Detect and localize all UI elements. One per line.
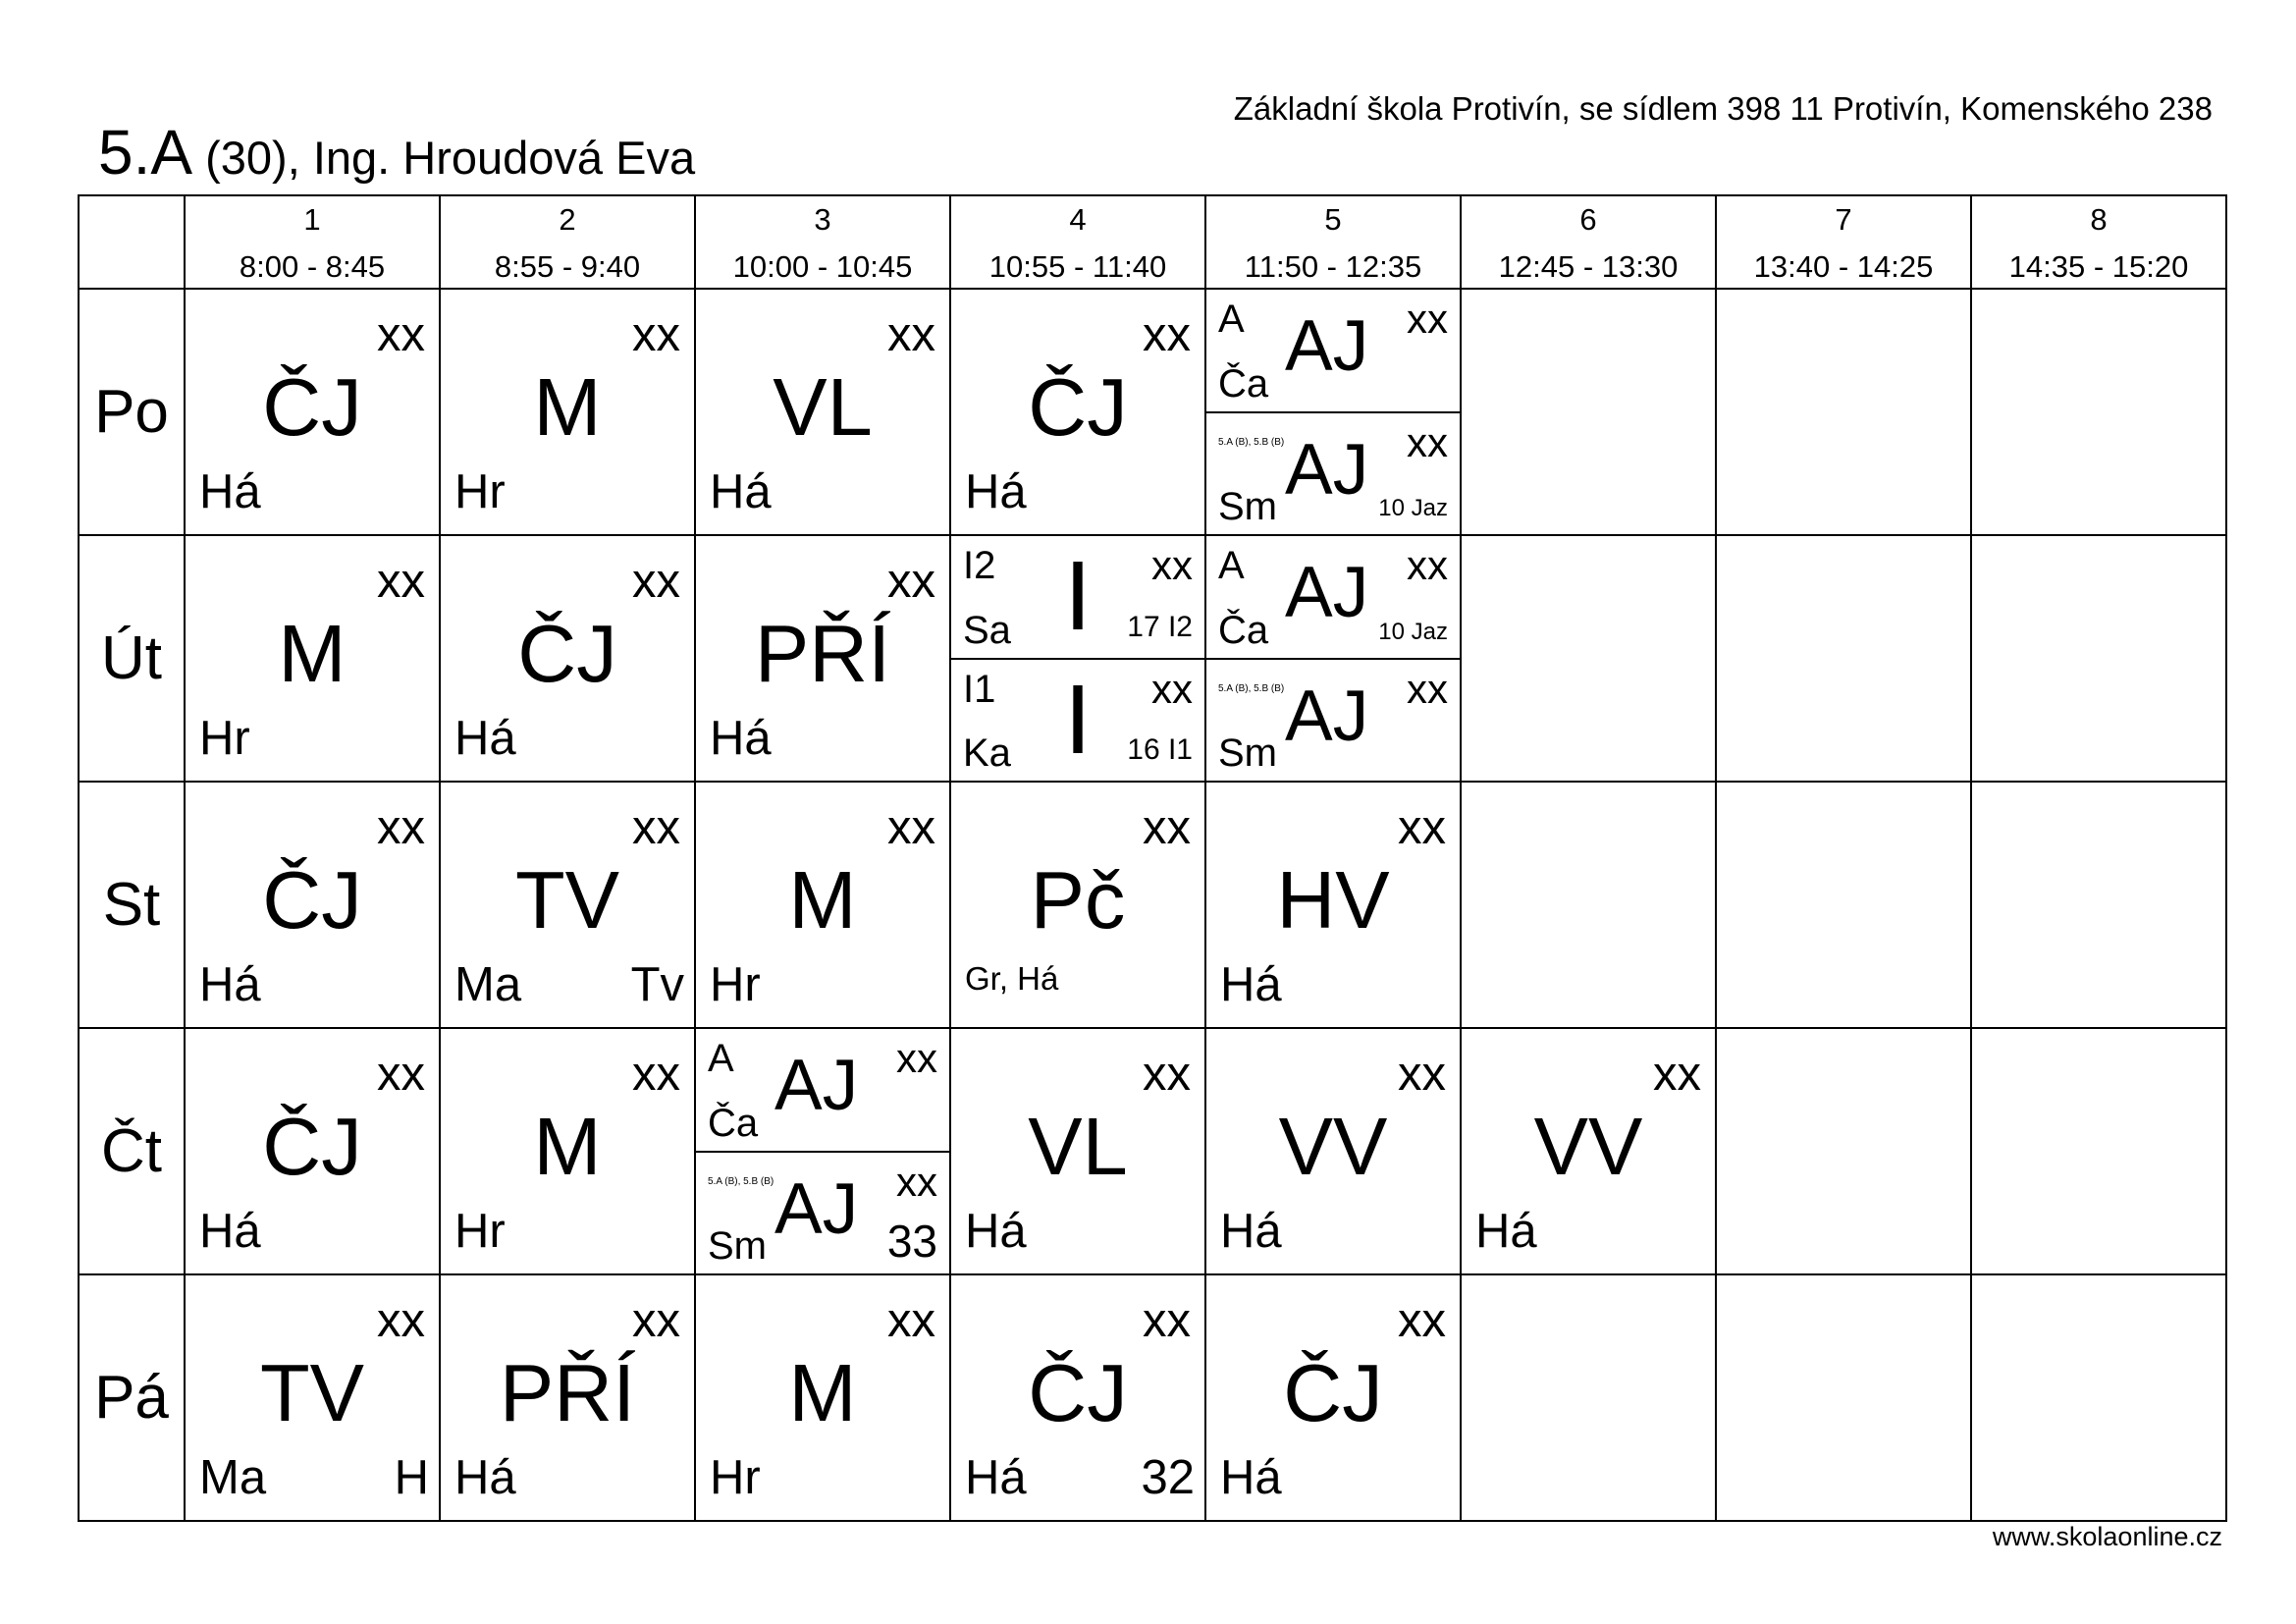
lesson[interactable] — [1462, 1029, 1715, 1273]
subject: M — [788, 854, 857, 946]
lesson-cell[interactable] — [695, 535, 950, 782]
period-header — [185, 195, 440, 289]
period-number: 8 — [2090, 202, 2108, 237]
lesson-cell[interactable] — [440, 535, 695, 782]
teacher: Ča — [708, 1101, 759, 1145]
subject: ČJ — [262, 361, 362, 453]
period-header — [950, 195, 1205, 289]
teacher: Ka — [963, 731, 1011, 775]
day-name: Út — [79, 535, 185, 782]
room-code: xx — [632, 801, 680, 854]
period-number: 2 — [559, 202, 576, 237]
teacher: Sm — [708, 1224, 767, 1268]
teacher: Hr — [710, 958, 761, 1011]
lesson-cell[interactable] — [1205, 1028, 1461, 1274]
empty-cell — [1971, 289, 2226, 535]
room-location: Tv — [630, 958, 684, 1011]
group-label: 5.A (B), 5.B (B) — [1218, 682, 1285, 694]
lesson-cell[interactable] — [1205, 782, 1461, 1028]
day-row — [79, 289, 2226, 535]
period-time: 14:35 - 15:20 — [2008, 249, 2189, 284]
lesson-cell[interactable] — [185, 1028, 440, 1274]
split-lesson — [696, 1029, 949, 1273]
lesson-group[interactable] — [696, 1151, 949, 1274]
day-name: Čt — [79, 1028, 185, 1274]
teacher: Gr, Há — [965, 960, 1059, 997]
period-header — [1461, 195, 1716, 289]
lesson-cell[interactable] — [185, 782, 440, 1028]
room-code: xx — [1151, 542, 1193, 588]
room-code: xx — [896, 1158, 937, 1205]
lesson[interactable] — [441, 1029, 694, 1273]
period-number: 7 — [1835, 202, 1852, 237]
empty-cell — [1716, 1028, 1971, 1274]
empty-cell — [1716, 1274, 1971, 1521]
lesson[interactable] — [951, 290, 1204, 534]
lesson-cell[interactable] — [950, 535, 1205, 782]
day-row — [79, 1274, 2226, 1521]
room-code: xx — [1398, 1294, 1446, 1347]
room-code: xx — [632, 555, 680, 608]
room-code: xx — [377, 1294, 425, 1347]
subject: PŘÍ — [754, 608, 891, 699]
room-code: xx — [377, 308, 425, 361]
lesson-group[interactable] — [951, 536, 1204, 658]
subject: ČJ — [1028, 1347, 1128, 1438]
subject: I — [1064, 541, 1092, 651]
lesson-cell[interactable] — [185, 289, 440, 535]
lesson-cell[interactable] — [950, 1274, 1205, 1521]
room-code: xx — [1407, 542, 1448, 588]
lesson[interactable] — [696, 290, 949, 534]
lesson-group[interactable] — [696, 1029, 949, 1151]
teacher: Há — [1220, 958, 1282, 1011]
lesson-group[interactable] — [951, 658, 1204, 782]
subject: VL — [773, 361, 873, 453]
group-label: A — [1218, 298, 1245, 341]
subject: AJ — [1285, 676, 1369, 756]
period-number: 3 — [814, 202, 831, 237]
teacher: Há — [199, 465, 261, 518]
period-header — [1971, 195, 2226, 289]
lesson-cell[interactable] — [1205, 1274, 1461, 1521]
period-time: 10:00 - 10:45 — [732, 249, 913, 284]
room-location: 10 Jaz — [1378, 495, 1448, 521]
teacher: Ma — [199, 1451, 267, 1504]
empty-cell — [1971, 1028, 2226, 1274]
subject: VL — [1028, 1101, 1128, 1192]
group-label: A — [708, 1037, 734, 1080]
room-code: xx — [1398, 801, 1446, 854]
split-lesson — [1206, 536, 1460, 781]
teacher: Há — [199, 1205, 261, 1258]
empty-cell — [1716, 289, 1971, 535]
teacher: Há — [710, 465, 772, 518]
empty-cell — [1971, 782, 2226, 1028]
subject: HV — [1276, 854, 1390, 946]
subject: M — [533, 1101, 602, 1192]
period-header — [695, 195, 950, 289]
lesson-cell[interactable] — [185, 1274, 440, 1521]
room-location: 10 Jaz — [1378, 618, 1448, 645]
room-code: xx — [1143, 801, 1191, 854]
period-header — [440, 195, 695, 289]
room-code: xx — [377, 555, 425, 608]
lesson-group[interactable] — [1206, 658, 1460, 782]
lesson[interactable] — [696, 536, 949, 781]
day-row — [79, 535, 2226, 782]
empty-cell — [1461, 289, 1716, 535]
room-code: xx — [1653, 1048, 1701, 1101]
room-code: xx — [887, 555, 935, 608]
teacher: Há — [1475, 1205, 1537, 1258]
lesson[interactable] — [1206, 1029, 1460, 1273]
room-code: xx — [1143, 1048, 1191, 1101]
room-code: xx — [1143, 1294, 1191, 1347]
lesson[interactable] — [186, 1029, 439, 1273]
lesson[interactable] — [186, 536, 439, 781]
teacher: Ča — [1218, 608, 1269, 652]
lesson[interactable] — [1206, 1275, 1460, 1520]
subject: AJ — [1285, 429, 1369, 510]
teacher: Há — [965, 1205, 1027, 1258]
room-code: xx — [887, 801, 935, 854]
teacher: Ma — [454, 958, 522, 1011]
school-name: Základní škola Protivín, se sídlem 398 11 Protivín, Komenského 238 — [1233, 90, 2213, 127]
room-location: 33 — [886, 1216, 937, 1267]
lesson[interactable] — [441, 783, 694, 1027]
room-code: xx — [896, 1035, 937, 1081]
lesson-cell[interactable] — [950, 289, 1205, 535]
subject: M — [533, 361, 602, 453]
lesson-cell[interactable] — [695, 782, 950, 1028]
room-location: 16 I1 — [1127, 733, 1193, 766]
lesson-group[interactable] — [1206, 411, 1460, 535]
teacher: Há — [965, 1451, 1027, 1504]
group-label: I2 — [963, 544, 996, 587]
teacher: Há — [965, 465, 1027, 518]
empty-cell — [1716, 782, 1971, 1028]
lesson-cell[interactable] — [440, 289, 695, 535]
empty-cell — [1971, 535, 2226, 782]
corner-cell — [79, 195, 185, 289]
room-location: 17 I2 — [1127, 610, 1193, 643]
room-code: xx — [1143, 308, 1191, 361]
lesson-cell[interactable] — [1461, 1028, 1716, 1274]
teacher: Há — [199, 958, 261, 1011]
period-header — [1205, 195, 1461, 289]
lesson-cell[interactable] — [695, 289, 950, 535]
subject: AJ — [1285, 306, 1369, 386]
lesson[interactable] — [441, 1275, 694, 1520]
lesson[interactable] — [696, 1275, 949, 1520]
lesson[interactable] — [696, 783, 949, 1027]
subject: TV — [514, 854, 620, 946]
room-code: xx — [1407, 665, 1448, 712]
teacher: Há — [1220, 1451, 1282, 1504]
timetable — [78, 194, 2227, 1522]
room-location: H — [394, 1451, 429, 1504]
room-code: xx — [1398, 1048, 1446, 1101]
lesson[interactable] — [186, 783, 439, 1027]
teacher: Há — [454, 1451, 516, 1504]
group-label: I1 — [963, 667, 996, 711]
room-location: 32 — [1141, 1451, 1195, 1504]
lesson-cell[interactable] — [950, 1028, 1205, 1274]
period-number: 6 — [1579, 202, 1597, 237]
lesson[interactable] — [186, 1275, 439, 1520]
subject: ČJ — [1028, 361, 1128, 453]
teacher: Hr — [454, 1205, 506, 1258]
subject: ČJ — [1283, 1347, 1383, 1438]
period-time: 8:55 - 9:40 — [494, 249, 641, 284]
group-label: A — [1218, 544, 1245, 587]
split-lesson — [1206, 290, 1460, 534]
period-number: 4 — [1069, 202, 1087, 237]
lesson-cell[interactable] — [440, 782, 695, 1028]
class-name: 5.A — [98, 117, 193, 188]
split-lesson — [951, 536, 1204, 781]
lesson[interactable] — [1206, 783, 1460, 1027]
period-time: 11:50 - 12:35 — [1244, 249, 1422, 284]
lesson-cell[interactable] — [950, 782, 1205, 1028]
subject: M — [278, 608, 347, 699]
room-code: xx — [632, 1294, 680, 1347]
room-code: xx — [632, 1048, 680, 1101]
empty-cell — [1461, 782, 1716, 1028]
lesson-cell[interactable] — [440, 1028, 695, 1274]
subject: AJ — [774, 1168, 859, 1249]
lesson-cell[interactable] — [1205, 289, 1461, 535]
subject: ČJ — [262, 854, 362, 946]
empty-cell — [1971, 1274, 2226, 1521]
room-code: xx — [1151, 665, 1193, 712]
subject: PŘÍ — [499, 1347, 636, 1438]
lesson-cell[interactable] — [695, 1274, 950, 1521]
room-code: xx — [887, 1294, 935, 1347]
period-time: 8:00 - 8:45 — [239, 249, 386, 284]
teacher: Há — [710, 712, 772, 765]
class-info: (30), Ing. Hroudová Eva — [192, 132, 696, 184]
lesson[interactable] — [186, 290, 439, 534]
page-title — [98, 116, 695, 189]
lesson[interactable] — [441, 536, 694, 781]
subject: Pč — [1030, 854, 1126, 946]
subject: I — [1064, 664, 1092, 775]
group-label: 5.A (B), 5.B (B) — [708, 1175, 774, 1187]
footer-link[interactable]: www.skolaonline.cz — [1992, 1522, 2222, 1551]
subject: AJ — [1285, 553, 1369, 632]
subject: TV — [259, 1347, 365, 1438]
subject: M — [788, 1347, 857, 1438]
room-code: xx — [377, 801, 425, 854]
day-row — [79, 1028, 2226, 1274]
lesson-cell[interactable] — [440, 1274, 695, 1521]
room-code: xx — [887, 308, 935, 361]
lesson[interactable] — [951, 1029, 1204, 1273]
teacher: Sm — [1218, 485, 1277, 528]
subject: ČJ — [262, 1101, 362, 1192]
lesson[interactable] — [951, 783, 1204, 1027]
teacher: Há — [1220, 1205, 1282, 1258]
lesson-cell[interactable] — [695, 1028, 950, 1274]
day-name: St — [79, 782, 185, 1028]
teacher: Hr — [199, 712, 250, 765]
day-name: Po — [79, 289, 185, 535]
day-name: Pá — [79, 1274, 185, 1521]
period-time: 10:55 - 11:40 — [988, 249, 1167, 284]
group-label: 5.A (B), 5.B (B) — [1218, 436, 1285, 448]
lesson-cell[interactable] — [1205, 535, 1461, 782]
teacher: Sm — [1218, 731, 1277, 775]
period-number: 5 — [1324, 202, 1342, 237]
period-header-row — [79, 195, 2226, 289]
teacher: Sa — [963, 608, 1011, 652]
lesson[interactable] — [441, 290, 694, 534]
empty-cell — [1716, 535, 1971, 782]
subject: VV — [1533, 1101, 1643, 1192]
empty-cell — [1461, 1274, 1716, 1521]
empty-cell — [1461, 535, 1716, 782]
day-row — [79, 782, 2226, 1028]
period-time: 12:45 - 13:30 — [1498, 249, 1679, 284]
room-code: xx — [377, 1048, 425, 1101]
lesson-cell[interactable] — [185, 535, 440, 782]
teacher: Há — [454, 712, 516, 765]
subject: ČJ — [517, 608, 617, 699]
lesson-group[interactable] — [1206, 536, 1460, 658]
subject: AJ — [774, 1046, 859, 1125]
subject: VV — [1278, 1101, 1388, 1192]
period-number: 1 — [303, 202, 321, 237]
teacher: Hr — [454, 465, 506, 518]
room-code: xx — [632, 308, 680, 361]
teacher: Hr — [710, 1451, 761, 1504]
period-header — [1716, 195, 1971, 289]
lesson-group[interactable] — [1206, 290, 1460, 411]
period-time: 13:40 - 14:25 — [1753, 249, 1934, 284]
teacher: Ča — [1218, 361, 1269, 406]
lesson[interactable] — [951, 1275, 1204, 1520]
room-code: xx — [1407, 296, 1448, 342]
room-code: xx — [1407, 418, 1448, 465]
